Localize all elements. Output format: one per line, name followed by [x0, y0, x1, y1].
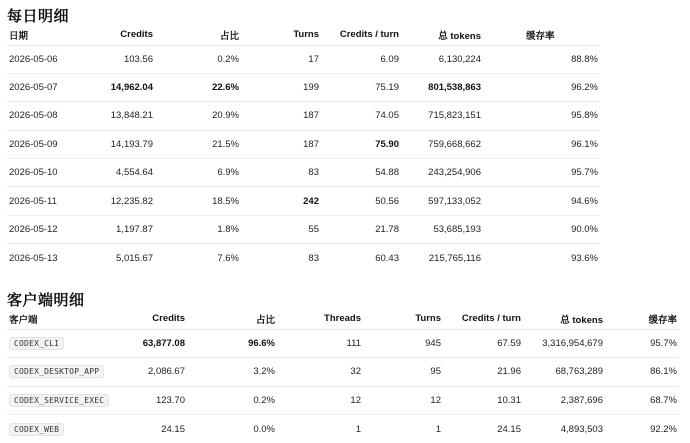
cell-turns: 83 — [241, 159, 321, 187]
cell-turns: 83 — [308, 252, 319, 264]
cell-credits: 4,554.64 — [97, 159, 155, 187]
cell-client — [7, 329, 117, 358]
col-header-credits: Credits — [117, 309, 187, 329]
cell-credits: 123.70 — [117, 386, 187, 415]
col-header-share: 占比 — [187, 309, 277, 329]
cell-client — [7, 415, 117, 443]
cell-date: 2026-05-12 — [7, 215, 97, 243]
cell-credits-per-turn: 21.96 — [443, 358, 523, 387]
col-header-credits-per-turn: Credits / turn — [443, 309, 523, 329]
cell-total-tokens: 715,823,151 — [401, 102, 483, 130]
cell-credits: 14,193.79 — [97, 130, 155, 158]
daily-table — [7, 25, 600, 272]
table-row — [7, 159, 600, 187]
cell-share: 96.6% — [187, 329, 277, 358]
col-header-credits-per-turn: Credits / turn — [321, 25, 401, 45]
client-code-badge: CODEX_DESKTOP_APP — [9, 365, 104, 378]
cell-date: 2026-05-08 — [7, 102, 97, 130]
cell-credits-per-turn: 21.78 — [321, 215, 401, 243]
col-header-credits: Credits — [97, 25, 155, 45]
client-code-badge: CODEX_CLI — [9, 337, 64, 350]
daily-header-row — [7, 25, 600, 45]
cell-turns: 945 — [363, 329, 443, 358]
cell-total-tokens: 6,130,224 — [401, 45, 483, 73]
cell-credits: 12,235.82 — [97, 187, 155, 215]
cell-turns: 242 — [241, 187, 321, 215]
col-header-share: 占比 — [155, 25, 241, 45]
cell-client — [7, 386, 117, 415]
col-header-cache-rate: 缓存率 — [483, 25, 600, 45]
cell-share: 7.6% — [217, 252, 239, 264]
table-row — [7, 130, 600, 158]
table-row — [7, 386, 679, 415]
cell-cache-rate: 93.6% — [571, 252, 598, 264]
cell-credits-per-turn: 75.90 — [321, 130, 401, 158]
cell-share: 22.6% — [155, 73, 241, 101]
cell-cache-rate: 95.7% — [483, 159, 600, 187]
table-row — [7, 102, 600, 130]
cell-total-tokens: 801,538,863 — [401, 73, 483, 101]
cell-total-tokens: 2,387,696 — [523, 386, 605, 415]
table-row — [7, 45, 600, 73]
cell-credits-per-turn: 60.43 — [375, 252, 399, 264]
cell-credits-per-turn: 50.56 — [321, 187, 401, 215]
client-header-row — [7, 309, 679, 329]
col-header-turns: Turns — [363, 309, 443, 329]
cell-credits: 103.56 — [97, 45, 155, 73]
cell-threads: 32 — [277, 358, 363, 387]
cell-credits: 24.15 — [161, 423, 185, 435]
table-row — [7, 187, 600, 215]
cell-date: 2026-05-11 — [7, 187, 97, 215]
col-header-threads: Threads — [277, 309, 363, 329]
cell-share: 0.2% — [155, 45, 241, 73]
cell-share: 20.9% — [155, 102, 241, 130]
col-header-client: 客户端 — [7, 309, 117, 329]
cell-credits-per-turn: 24.15 — [497, 423, 521, 435]
col-header-date: 日期 — [7, 25, 97, 45]
cell-date: 2026-05-10 — [7, 159, 97, 187]
col-header-total-tokens: 总 tokens — [523, 309, 605, 329]
cell-credits: 5,015.67 — [116, 252, 153, 264]
cell-turns: 12 — [363, 386, 443, 415]
cell-cache-rate: 95.8% — [483, 102, 600, 130]
cell-total-tokens: 3,316,954,679 — [523, 329, 605, 358]
cell-date: 2026-05-09 — [7, 130, 97, 158]
client-section-title: 客户端明细 — [7, 292, 85, 309]
cell-share: 6.9% — [155, 159, 241, 187]
cell-cache-rate: 95.7% — [605, 329, 679, 358]
cell-total-tokens: 759,668,662 — [401, 130, 483, 158]
table-row — [7, 244, 600, 272]
cell-date: 2026-05-07 — [7, 73, 97, 101]
cell-cache-rate: 68.7% — [605, 386, 679, 415]
cell-share: 0.2% — [187, 386, 277, 415]
cell-cache-rate: 90.0% — [483, 215, 600, 243]
cell-credits-per-turn: 54.88 — [321, 159, 401, 187]
cell-cache-rate: 96.2% — [483, 73, 600, 101]
cell-share: 18.5% — [155, 187, 241, 215]
cell-credits: 1,197.87 — [97, 215, 155, 243]
cell-credits-per-turn: 74.05 — [321, 102, 401, 130]
cell-date: 2026-05-13 — [9, 252, 58, 264]
table-row — [7, 329, 679, 358]
table-row — [7, 73, 600, 101]
client-code-badge: CODEX_WEB — [9, 423, 64, 436]
cell-turns: 199 — [241, 73, 321, 101]
daily-section-title: 每日明细 — [7, 8, 70, 25]
cell-cache-rate: 96.1% — [483, 130, 600, 158]
cell-threads: 12 — [277, 386, 363, 415]
cell-credits-per-turn: 67.59 — [443, 329, 523, 358]
cell-turns: 55 — [241, 215, 321, 243]
col-header-total-tokens: 总 tokens — [401, 25, 483, 45]
cell-total-tokens: 4,893,503 — [560, 423, 603, 435]
cell-cache-rate: 86.1% — [605, 358, 679, 387]
cell-turns: 17 — [241, 45, 321, 73]
cell-total-tokens: 53,685,193 — [401, 215, 483, 243]
cell-threads: 1 — [355, 423, 361, 435]
col-header-cache-rate: 缓存率 — [605, 309, 679, 329]
table-row — [7, 415, 679, 443]
table-row — [7, 215, 600, 243]
client-code-badge: CODEX_SERVICE_EXEC — [9, 394, 109, 407]
cell-turns: 187 — [241, 130, 321, 158]
cell-credits-per-turn: 75.19 — [321, 73, 401, 101]
cell-credits: 2,086.67 — [117, 358, 187, 387]
cell-credits: 63,877.08 — [117, 329, 187, 358]
cell-total-tokens: 243,254,906 — [401, 159, 483, 187]
cell-share: 1.8% — [155, 215, 241, 243]
cell-cache-rate: 94.6% — [483, 187, 600, 215]
client-table — [7, 309, 679, 443]
cell-threads: 111 — [277, 329, 363, 358]
cell-date: 2026-05-06 — [7, 45, 97, 73]
cell-client — [7, 358, 117, 387]
cell-turns: 187 — [241, 102, 321, 130]
cell-total-tokens: 68,763,289 — [523, 358, 605, 387]
cell-credits: 14,962.04 — [97, 73, 155, 101]
cell-share: 0.0% — [253, 423, 275, 435]
col-header-turns: Turns — [241, 25, 321, 45]
table-row — [7, 358, 679, 387]
cell-share: 21.5% — [155, 130, 241, 158]
cell-total-tokens: 215,765,116 — [428, 252, 481, 264]
cell-total-tokens: 597,133,052 — [401, 187, 483, 215]
cell-turns: 1 — [435, 423, 441, 435]
cell-credits: 13,848.21 — [97, 102, 155, 130]
cell-turns: 95 — [363, 358, 443, 387]
cell-credits-per-turn: 6.09 — [321, 45, 401, 73]
cell-share: 3.2% — [187, 358, 277, 387]
cell-cache-rate: 88.8% — [483, 45, 600, 73]
cell-credits-per-turn: 10.31 — [443, 386, 523, 415]
cell-cache-rate: 92.2% — [650, 423, 677, 435]
